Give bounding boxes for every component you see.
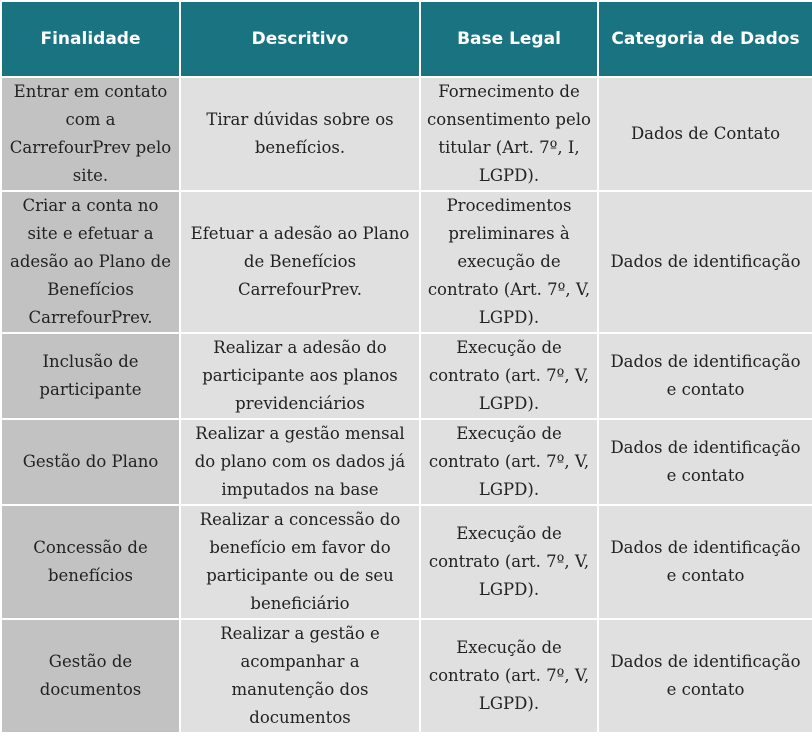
cell-base-legal: Procedimentos preliminares à execução de contrato (Art. 7º, V, LGPD). <box>420 191 598 333</box>
cell-descritivo: Realizar a concessão do benefício em favor do participante ou de seu beneficiário <box>180 505 420 619</box>
header-base-legal: Base Legal <box>420 1 598 77</box>
header-descritivo: Descritivo <box>180 1 420 77</box>
cell-base-legal: Execução de contrato (art. 7º, V, LGPD). <box>420 419 598 505</box>
cell-base-legal: Execução de contrato (art. 7º, V, LGPD). <box>420 505 598 619</box>
cell-categoria: Dados de identificação e contato <box>598 505 812 619</box>
table-header-row <box>1 1 812 77</box>
cell-base-legal: Execução de contrato (art. 7º, V, LGPD). <box>420 333 598 419</box>
cell-finalidade: Concessão de benefícios <box>1 505 180 619</box>
cell-categoria: Dados de identificação <box>598 191 812 333</box>
cell-descritivo: Efetuar a adesão ao Plano de Benefícios CarrefourPrev. <box>180 191 420 333</box>
cell-finalidade: Gestão de documentos <box>1 619 180 733</box>
table-row <box>1 505 812 619</box>
table-row <box>1 619 812 733</box>
cell-finalidade: Inclusão de participante <box>1 333 180 419</box>
cell-categoria: Dados de identificação e contato <box>598 419 812 505</box>
cell-descritivo: Realizar a adesão do participante aos planos previdenciários <box>180 333 420 419</box>
cell-categoria: Dados de identificação e contato <box>598 619 812 733</box>
cell-descritivo: Realizar a gestão mensal do plano com os dados já imputados na base <box>180 419 420 505</box>
cell-categoria: Dados de Contato <box>598 77 812 191</box>
cell-finalidade: Criar a conta no site e efetuar a adesão ao Plano de Benefícios CarrefourPrev. <box>1 191 180 333</box>
cell-descritivo: Tirar dúvidas sobre os benefícios. <box>180 77 420 191</box>
table-row <box>1 333 812 419</box>
table-row <box>1 77 812 191</box>
cell-categoria: Dados de identificação e contato <box>598 333 812 419</box>
cell-finalidade: Gestão do Plano <box>1 419 180 505</box>
table-row <box>1 419 812 505</box>
table-row <box>1 191 812 333</box>
header-finalidade: Finalidade <box>1 1 180 77</box>
cell-base-legal: Execução de contrato (art. 7º, V, LGPD). <box>420 619 598 733</box>
cell-finalidade: Entrar em contato com a CarrefourPrev pelo site. <box>1 77 180 191</box>
cell-descritivo: Realizar a gestão e acompanhar a manutenção dos documentos <box>180 619 420 733</box>
header-categoria-de-dados: Categoria de Dados <box>598 1 812 77</box>
cell-base-legal: Fornecimento de consentimento pelo titular (Art. 7º, I, LGPD). <box>420 77 598 191</box>
